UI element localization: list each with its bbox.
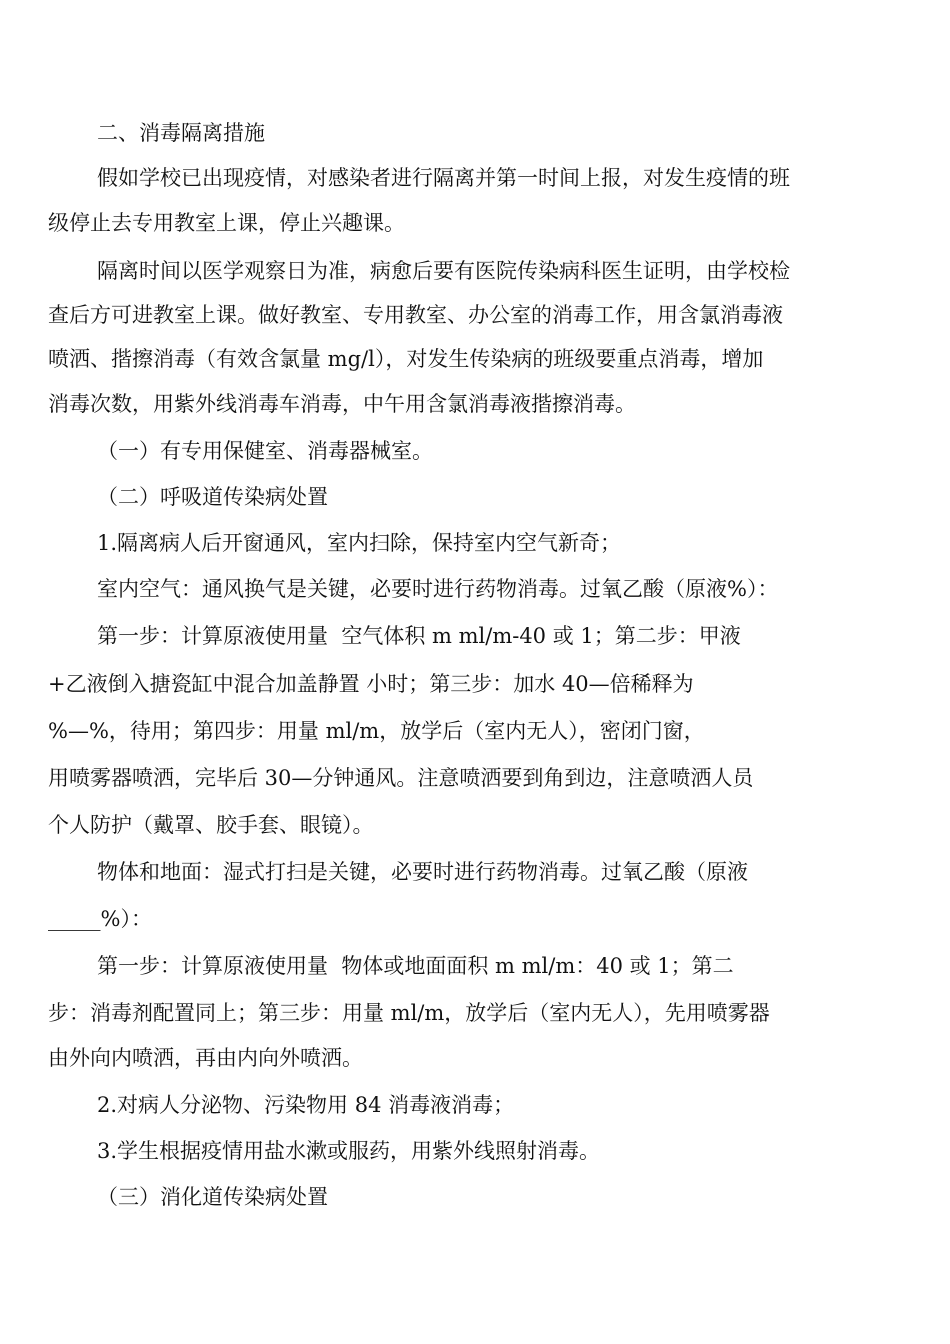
paragraph-line: 由外向内喷洒，再由内向外喷洒。 <box>48 1046 363 1070</box>
subsection-heading: （一）有专用保健室、消毒器械室。 <box>97 439 433 463</box>
list-item: 2.对病人分泌物、污染物用 84 消毒液消毒； <box>97 1093 515 1117</box>
paragraph-line: 第一步：计算原液使用量 空气体积 m ml/m-40 或 1；第二步：甲液 <box>97 624 741 648</box>
paragraph-line: %—%，待用；第四步：用量 ml/m，放学后（室内无人），密闭门窗， <box>48 719 705 743</box>
paragraph-line: 消毒次数，用紫外线消毒车消毒，中午用含氯消毒液揩擦消毒。 <box>48 392 636 416</box>
paragraph-line: 步：消毒剂配置同上；第三步：用量 ml/m，放学后（室内无人），先用喷雾器 <box>48 1001 770 1025</box>
paragraph-line: 用喷雾器喷洒，完毕后 30—分钟通风。注意喷洒要到角到边，注意喷洒人员 <box>48 766 754 790</box>
paragraph-line: 隔离时间以医学观察日为准，病愈后要有医院传染病科医生证明，由学校检 <box>97 259 790 283</box>
paragraph-line <box>97 163 897 193</box>
paragraph-line: 喷洒、揩擦消毒（有效含氯量 mg/l），对发生传染病的班级要重点消毒，增加 <box>48 347 764 371</box>
list-item: 3.学生根据疫情用盐水漱或服药，用紫外线照射消毒。 <box>97 1139 601 1163</box>
paragraph-line: 物体和地面：湿式打扫是关键，必要时进行药物消毒。过氧乙酸（原液 <box>97 860 748 884</box>
paragraph-line: +乙液倒入搪瓷缸中混合加盖静置 小时；第三步：加水 40—倍稀释为 <box>48 672 694 696</box>
list-item: 1.隔离病人后开窗通风，室内扫除，保持室内空气新奇； <box>97 531 622 555</box>
paragraph-line: _____%）： <box>48 907 152 931</box>
paragraph-line: 个人防护（戴罩、胶手套、眼镜）。 <box>48 813 374 837</box>
paragraph-line: 查后方可进教室上课。做好教室、专用教室、办公室的消毒工作，用含氯消毒液 <box>48 303 783 327</box>
subsection-heading: （二）呼吸道传染病处置 <box>97 485 328 509</box>
text-run: 假如学校已出现疫情，对感染者进行隔离并第一时间上报，对发生疫情的班 <box>97 166 790 190</box>
section-heading: 二、消毒隔离措施 <box>97 121 265 145</box>
paragraph-line: 第一步：计算原液使用量 物体或地面面积 m ml/m：40 或 1；第二 <box>97 954 734 978</box>
paragraph-line: 级停止去专用教室上课，停止兴趣课。 <box>48 211 405 235</box>
paragraph-line: 室内空气：通风换气是关键，必要时进行药物消毒。过氧乙酸（原液%）： <box>97 577 779 601</box>
subsection-heading: （三）消化道传染病处置 <box>97 1185 328 1209</box>
